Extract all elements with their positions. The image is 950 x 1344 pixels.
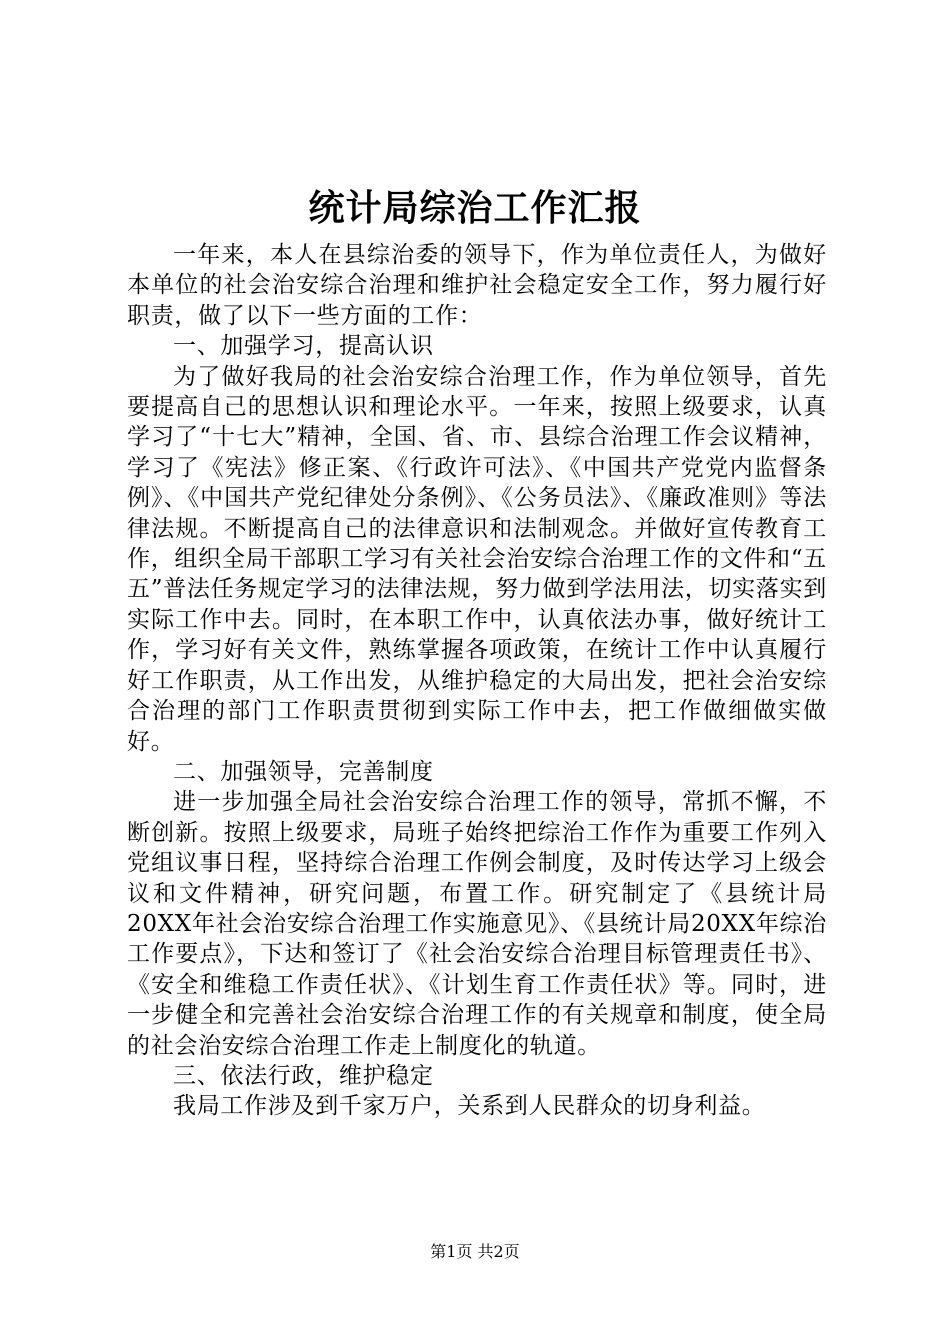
section-heading-3: 三、依法行政，维护稳定: [173, 1062, 434, 1089]
document-body: [127, 240, 827, 1122]
section-heading-2: 二、加强领导，完善制度: [173, 758, 434, 785]
paragraph-section-1: 为了做好我局的社会治安综合治理工作，作为单位领导，首先要提高自己的思想认识和理论水平。一年来，按照上级要求，认真学习了“十七大”精神，全国、省、市、县综合治理工作会议精神，学习了《宪法》修正案、《行政许可法》、《中国共产党党内监督条例》、《中国共产党纪律处分条例》、《公务员法》、《廉政准则》等法律法规。不断提高自己的法律意识和法制观念。并做好宣传教育工作，组织全局干部职工学习有关社会治安综合治理工作的文件和“五五”普法任务规定学习的法律法规，努力做到学法用法，切实落实到实际工作中去。同时，在本职工作中，认真依法办事，做好统计工作，学习好有关文件，熟练掌握各项政策，在统计工作中认真履行好工作职责，从工作出发，从维护稳定的大局出发，把社会治安综合治理的部门工作职责贯彻到实际工作中去，把工作做细做实做好。: [127, 363, 827, 755]
paragraph-section-2: 进一步加强全局社会治安综合治理工作的领导，常抓不懈，不断创新。按照上级要求，局班子始终把综治工作作为重要工作列入党组议事日程，坚持综合治理工作例会制度，及时传达学习上级会议和文件精神，研究问题，布置工作。研究制定了《县统计局20XX年社会治安综合治理工作实施意见》、《县统计局20XX年综治工作要点》，下达和签订了《社会治安综合治理目标管理责任书》、《安全和维稳工作责任状》、《计划生育工作责任状》等。同时，进一步健全和完善社会治安综合治理工作的有关规章和制度，使全局的社会治安综合治理工作走上制度化的轨道。: [127, 789, 827, 1059]
document-title: 统计局综治工作汇报: [308, 187, 642, 229]
paragraph-section-3: 我局工作涉及到千家万户，关系到人民群众的切身利益。: [173, 1093, 766, 1120]
paragraph-intro: 一年来，本人在县综治委的领导下，作为单位责任人，为做好本单位的社会治安综合治理和维护社会稳定安全工作，努力履行好职责，做了以下一些方面的工作：: [127, 242, 827, 329]
section-heading-1: 一、加强学习，提高认识: [173, 333, 434, 360]
page-footer: 第1页 共2页: [430, 1242, 520, 1261]
